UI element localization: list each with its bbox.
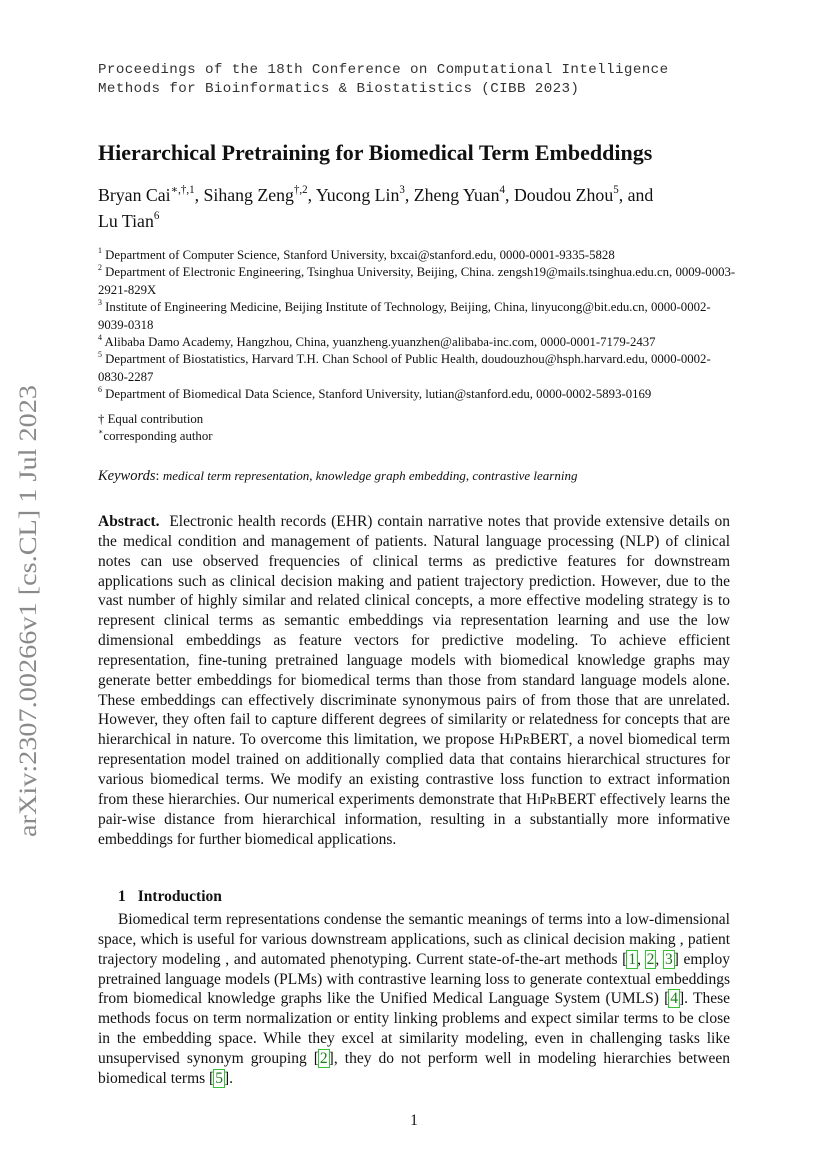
introduction-paragraph: Biomedical term representations condense the semantic meanings of terms into a low-dimensional space, which is useful for various downstream applications, such as clinical decision making , patient trajectory modeling , and automated phenotyping. Current state-of-the-art methods [1, 2, 3] employ pretrained language models (PLMs) with contrastive learning loss to generate contextual embeddings from biomedical knowledge graphs like the Unified Medical Language System (UMLS) [4]. These methods focus on term normalization or entity linking problems and expect similar terms to be close in the embedding space. While they excel at similarity modeling, even in challenging tasks like unsupervised synonym grouping [2], they do not perform well in modeling hierarchies between biomedical terms [5].: [98, 911, 731, 1087]
equal-contribution-note: † Equal contribution: [98, 412, 204, 426]
abstract-text: , a novel biomedical term representation model trained on additionally complied data that contains hierarchical structures for various biomedical terms. We modify an existing contrastive loss function to extract information from these hierarchies. Our numerical experiments demonstrate that: [98, 731, 731, 808]
intro-text: ], they do not perform well in modeling hierarchies between biomedical terms [: [98, 1049, 730, 1087]
section-title: Introduction: [137, 888, 222, 905]
author-notes: [98, 411, 213, 446]
author: Lu Tian$^6$: [98, 210, 160, 231]
abstract-label: Abstract.: [98, 513, 160, 530]
section-heading-introduction: [118, 888, 222, 906]
proceedings-line-1: Proceedings of the 18th Conference on Computational Intelligence: [98, 62, 669, 78]
affiliation-item: $^2$ Department of Electronic Engineering, Tsinghua University, Beijing, China. zengsh19@mails.tsinghua.edu.cn, 0009-0003-2921-829X: [98, 263, 736, 297]
abstract-text: Electronic health records (EHR) contain narrative notes that provide extensive details on the medical condition and management of patients. Natural language processing (NLP) of clinical notes can use observed frequencies of clinical terms as predictive features for downstream applications such as clinical decision making and patient trajectory prediction. However, due to the vast number of highly similar and related clinical concepts, a more effective modeling strategy is to represent clinical terms as semantic embeddings via representation learning and use the low dimensional embeddings as feature vectors for predictive modeling. To achieve efficient representation, fine-tuning pretrained language models with biomedical knowledge graphs may generate better embeddings for biomedical terms than those from standard language models alone. These embeddings can effectively discriminate synonymous pairs of from those that are unrelated. However, they often fail to capture different degrees of similarity or relatedness for concepts that are hierarchical in nature. To overcome this limitation, we propose: [98, 513, 731, 749]
citation-link[interactable]: 2: [319, 1049, 328, 1067]
model-name: HiPrBERT: [499, 731, 569, 749]
proceedings-header: [98, 61, 669, 98]
abstract-paragraph: [98, 512, 730, 849]
author: Yucong Lin$^3$,: [315, 184, 414, 205]
page-number: 1: [410, 1112, 418, 1129]
model-name: HiPrBERT: [526, 790, 596, 808]
arxiv-stamp-text: arXiv:2307.00266v1 [cs.CL] 1 Jul 2023: [13, 429, 42, 837]
intro-text: ].: [223, 1069, 234, 1087]
affiliation-list: [98, 247, 738, 404]
arxiv-stamp-svg: [2, 382, 50, 842]
author: Bryan Cai$^{∗,\dagger,1}$,: [98, 184, 204, 205]
proceedings-line-2: Methods for Bioinformatics & Biostatistics (CIBB 2023): [98, 80, 580, 97]
arxiv-identifier-stamp: [2, 382, 50, 842]
author-list: [98, 182, 738, 234]
paper-title: Hierarchical Pretraining for Biomedical Term Embeddings: [98, 140, 653, 165]
affiliation-item: $^1$ Department of Computer Science, Stanford University, bxcai@stanford.edu, 0000-0001-9335-5828: [98, 245, 615, 262]
affiliation-item: $^5$ Department of Biostatistics, Harvard T.H. Chan School of Public Health, doudouzhou@hsph.harvard.edu, 0000-0002-0830-2287: [98, 350, 711, 384]
abstract-text: effectively learns the pair-wise distance from hierarchical information, resulting in a substantially more informative embeddings for further biomedical applications.: [98, 790, 730, 848]
citation-link[interactable]: 2: [646, 950, 655, 968]
citation-link[interactable]: 3: [664, 950, 673, 968]
author: Sihang Zeng$^{\dagger,2}$,: [203, 184, 316, 205]
section-number: 1: [118, 888, 126, 905]
author: Zheng Yuan$^4$,: [413, 184, 514, 205]
keywords-text: medical term representation, knowledge graph embedding, contrastive learning: [162, 468, 578, 483]
intro-text: ] employ pretrained language models (PLMs) with contrastive learning loss to generate contextual embeddings from biomedical knowledge graphs like the Unified Medical Language System (UMLS) [: [98, 950, 731, 1008]
citation-link[interactable]: 1: [628, 950, 637, 968]
keywords-line: [98, 468, 577, 485]
keywords-colon: :: [155, 469, 163, 484]
intro-text: Biomedical term representations condense the semantic meanings of terms into a low-dimensional space, which is useful for various downstream applications, such as clinical decision making , patient trajectory modeling , and automated phenotyping. Current state-of-the-art methods [: [98, 911, 730, 968]
citation-link[interactable]: 4: [670, 990, 679, 1008]
author: Doudou Zhou$^5$, and: [513, 184, 654, 205]
keywords-label: Keywords: [98, 468, 156, 484]
citation-link[interactable]: 5: [215, 1069, 223, 1087]
corresponding-author-note: ∗corresponding author: [98, 427, 213, 444]
affiliation-item: $^3$ Institute of Engineering Medicine, Beijing Institute of Technology, Beijing, China, linyucong@bit.edu.cn, 0000-0002-9039-0318: [98, 297, 711, 332]
affiliation-item: $^6$ Department of Biomedical Data Science, Stanford University, lutian@stanford.edu, 0000-0002-5893-0169: [98, 384, 652, 402]
affiliation-item: $^4$ Alibaba Damo Academy, Hangzhou, China, yuanzheng.yuanzhen@alibaba-inc.com, 0000-0001-7179-2437: [98, 332, 656, 350]
intro-text: ]. These methods focus on term normalization or entity linking problems and expect similar terms to be close in the embedding space. While they excel at similarity modeling, even in challenging tasks like unsupervised synonym grouping [: [98, 990, 730, 1067]
